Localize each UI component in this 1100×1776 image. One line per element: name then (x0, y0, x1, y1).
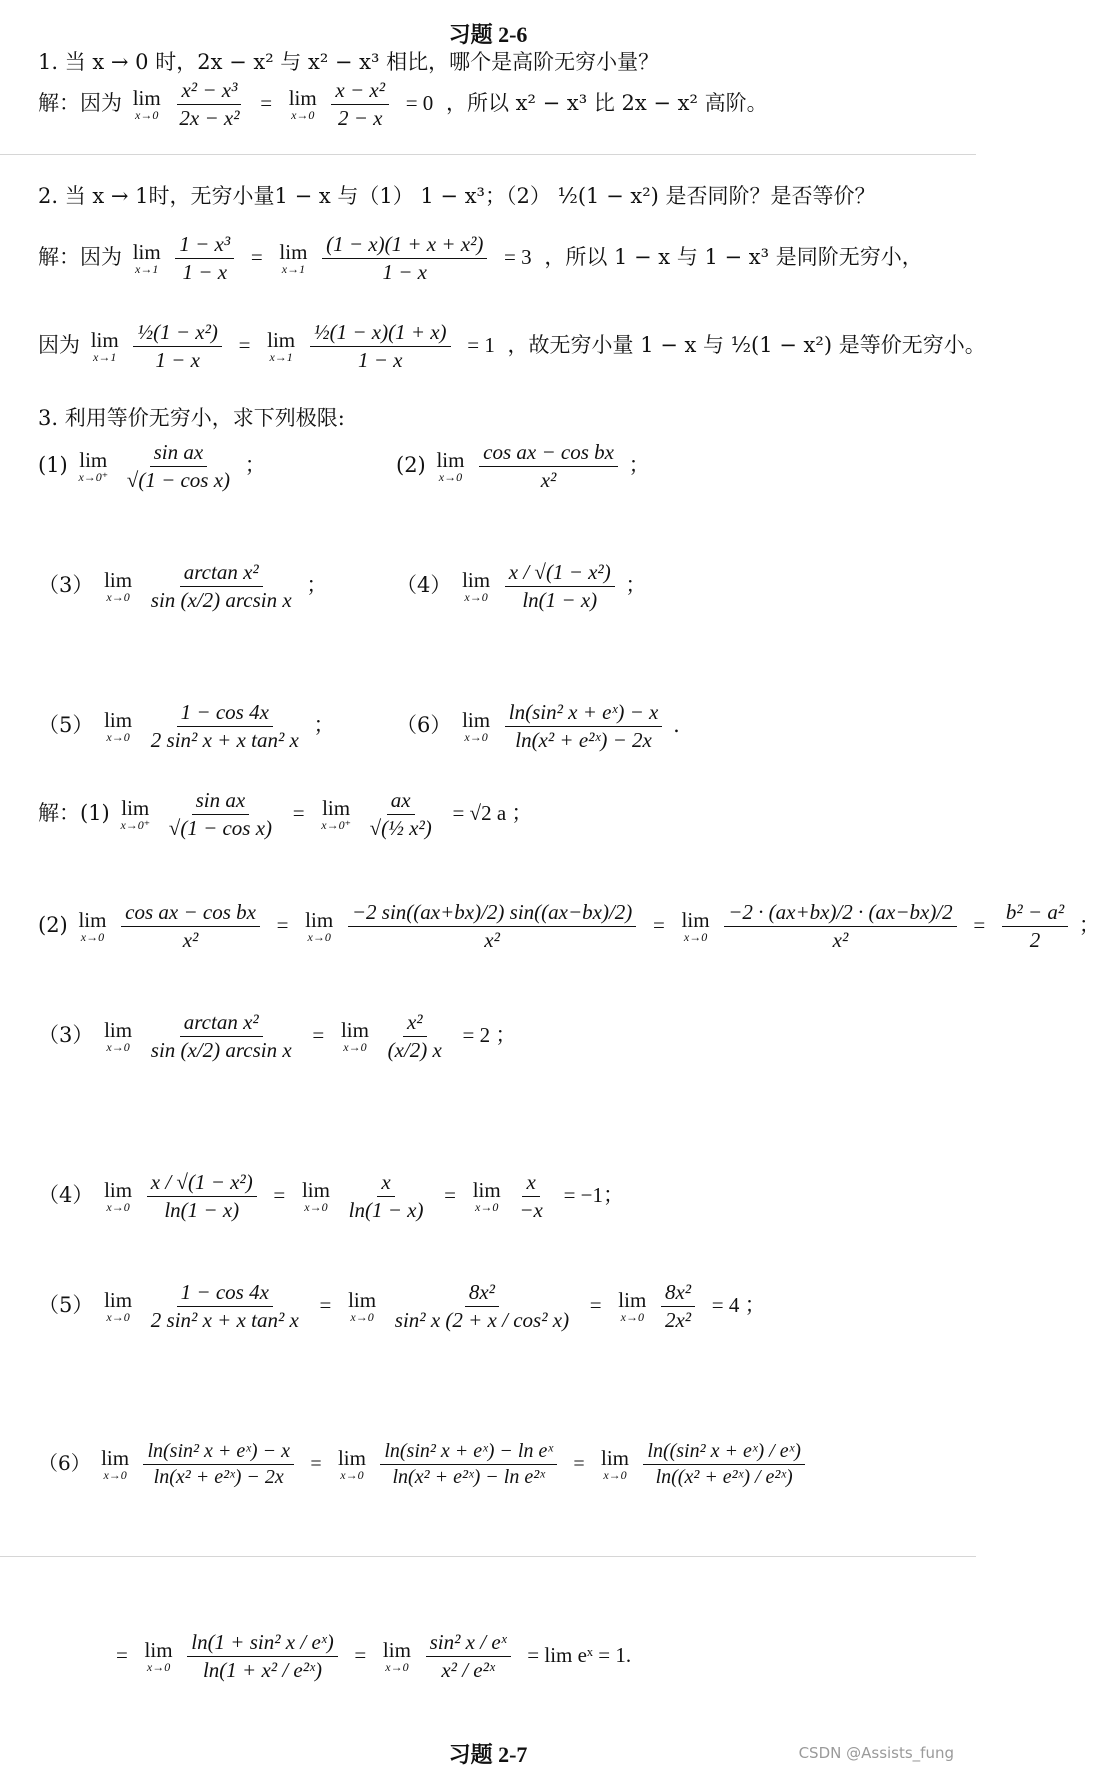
fraction: $\frac{\text{x² − x³}}{\text{2x − x²}}$ (179, 78, 240, 130)
limit-operator: lim x→1 (132, 240, 161, 276)
exercise-item-3: （3） lim x→0 $\frac{\text{arctan x²}}{\text{sin (x/2) arcsin x}}$ ； (38, 560, 328, 612)
limit-operator: lim x→1 (279, 240, 308, 276)
divider (0, 1556, 976, 1557)
solution-6-continued: = lim x→0 $\frac{\text{ln(1 + sin² x / eˣ)}}{\text{ln(1 + x² / e²ˣ)}}$ = lim x→0 $\frac{\text{sin² x / eˣ}}{\text{x² / e²ˣ}}$ = lim eˣ = 1. (116, 1630, 632, 1682)
next-section-heading: 习题 2-7 (448, 1742, 528, 1767)
exercise-item-4: （4） lim x→0 $\frac{\text{x / √(1 − x²)}}{\ln(1 - x)}$ ； (396, 560, 647, 612)
exercise-item-5: （5） lim x→0 $\frac{1 - \cos 4x}{\text{2 sin² x + x tan² x}}$ ； (38, 700, 335, 752)
solution-5: （5） lim x→0 $\frac{1 - \cos 4x}{\text{2 sin² x + x tan² x}}$ = lim x→0 $\frac{\text{8x²}}{\text{sin² x (2 + x / cos² x)}}$ = lim x→0 $\frac{\text{8x²}}{\text{2x²}}$ = 4 ； (38, 1280, 766, 1332)
fraction: $\frac{\text{½(1 − x²)}}{1 - x}$ (133, 320, 222, 373)
fraction: $\frac{\text{½(1 − x)(1 + x)}}{1 - x}$ (310, 320, 451, 373)
solution-4: （4） lim x→0 $\frac{\text{x / √(1 − x²)}}{\ln(1 - x)}$ = lim x→0 $\frac{x}{\ln(1 - x)}$ = lim x→0 $\frac{x}{-x}$ = −1； (38, 1170, 625, 1222)
problem-2-solution-1: 解：因为 lim x→1 $\frac{\text{1 − x³}}{1 - x}$ = lim x→1 $\frac{\text{(1 − x)(1 + x + x²)}}{1 - x}$ = 3 ，所以 1 − x 与 1 − x³ 是同阶无穷小， (38, 232, 923, 284)
fraction: $\frac{\text{x − x²}}{2 - x}$ (331, 78, 389, 131)
problem-1-question: 1. 当 x → 0 时，2x − x² 与 x² − x³ 相比，哪个是高阶无穷小量？ (38, 50, 660, 74)
limit-operator: lim x→1 (90, 328, 119, 364)
solution-6: （6） lim x→0 $\frac{\text{ln(sin² x + eˣ) − x}}{\text{ln(x² + e²ˣ) − 2x}}$ = lim x→0 $\frac{\text{ln(sin² x + eˣ) − ln eˣ}}{\text{ln(x² + e²ˣ) − ln e²ˣ}}$ = lim x→0 $\frac{\text{ln((sin² x + eˣ) / eˣ)}}{\text{ln((x² + e²ˣ) / e²ˣ)}}$ (38, 1440, 809, 1489)
conclusion: ，故无穷小量 1 − x 与 ½(1 − x²) 是等价无穷小。 (507, 333, 986, 357)
section-heading: 习题 2-6 (448, 22, 528, 47)
problem-3-question: 3. 利用等价无穷小，求下列极限: (38, 406, 345, 430)
exercise-item-2: (2) lim x→0 $\frac{\text{cos ax − cos bx}}{\text{x²}}$ ； (396, 440, 650, 492)
conclusion: ，所以 1 − x 与 1 − x³ 是同阶无穷小， (544, 245, 923, 269)
result: = 0 (405, 91, 434, 115)
solution-2: (2) lim x→0 $\frac{\text{cos ax − cos bx}}{\text{x²}}$ = lim x→0 $\frac{-2 \sin((ax+bx)/2) \sin((ax-bx)/2)}{\text{x²}}$ = lim x→0 $\frac{-2 \cdot (ax+bx)/2 \cdot (ax-bx)/2}{\text{x²}}$ = $\frac{\text{b² − a²}}{2}$ ； (38, 900, 1100, 952)
result: = 3 (504, 245, 532, 269)
problem-2-question: 2. 当 x → 1时，无穷小量1 − x 与（1） 1 − x³；（2） ½(1 − x²) 是否同阶？是否等价？ (38, 184, 876, 208)
fraction: $\frac{\text{1 − x³}}{1 - x}$ (175, 232, 234, 285)
problem-1-solution: 解：因为 lim x→0 $\frac{\text{x² − x³}}{\text{2x − x²}}$ = lim x→0 $\frac{\text{x − x²}}{2 - x}$ = 0 ，所以 x² − x³ 比 2x − x² 高阶。 (38, 78, 768, 130)
limit-operator: lim x→0 (132, 86, 161, 122)
limit-operator: lim x→1 (267, 328, 296, 364)
watermark: CSDN @Assists_fung (798, 1744, 954, 1762)
solution-prefix: 解：因为 (38, 245, 122, 269)
solution-3: （3） lim x→0 $\frac{\text{arctan x²}}{\text{sin (x/2) arcsin x}}$ = lim x→0 $\frac{\text{x²}}{(x/2) x}$ = 2 ； (38, 1010, 517, 1062)
result: = 1 (467, 333, 495, 357)
exercise-item-6: （6） lim x→0 $\frac{\text{ln(sin² x + eˣ) − x}}{\text{ln(x² + e²ˣ) − 2x}}$ . (396, 700, 680, 752)
solution-prefix: 因为 (38, 333, 80, 357)
divider (0, 154, 976, 155)
exercise-item-1: (1) lim x→0⁺ $\frac{\text{sin ax}}{\text{√(1 − cos x)}}$ ； (38, 440, 266, 492)
solution-prefix: 解：因为 (38, 91, 122, 115)
conclusion: ，所以 x² − x³ 比 2x − x² 高阶。 (446, 91, 768, 115)
fraction: $\frac{\text{(1 − x)(1 + x + x²)}}{1 - x}$ (322, 232, 487, 285)
problem-2-solution-2: 因为 lim x→1 $\frac{\text{½(1 − x²)}}{1 - x}$ = lim x→1 $\frac{\text{½(1 − x)(1 + x)}}{1 - x}$ = 1 ，故无穷小量 1 − x 与 ½(1 − x²) 是等价无穷小。 (38, 320, 986, 372)
limit-operator: lim x→0 (288, 86, 317, 122)
solution-1: 解：(1) lim x→0⁺ $\frac{\text{sin ax}}{\text{√(1 − cos x)}}$ = lim x→0⁺ $\frac{ax}{\text{√(½ x²)}}$ = √2 a ； (38, 788, 533, 840)
